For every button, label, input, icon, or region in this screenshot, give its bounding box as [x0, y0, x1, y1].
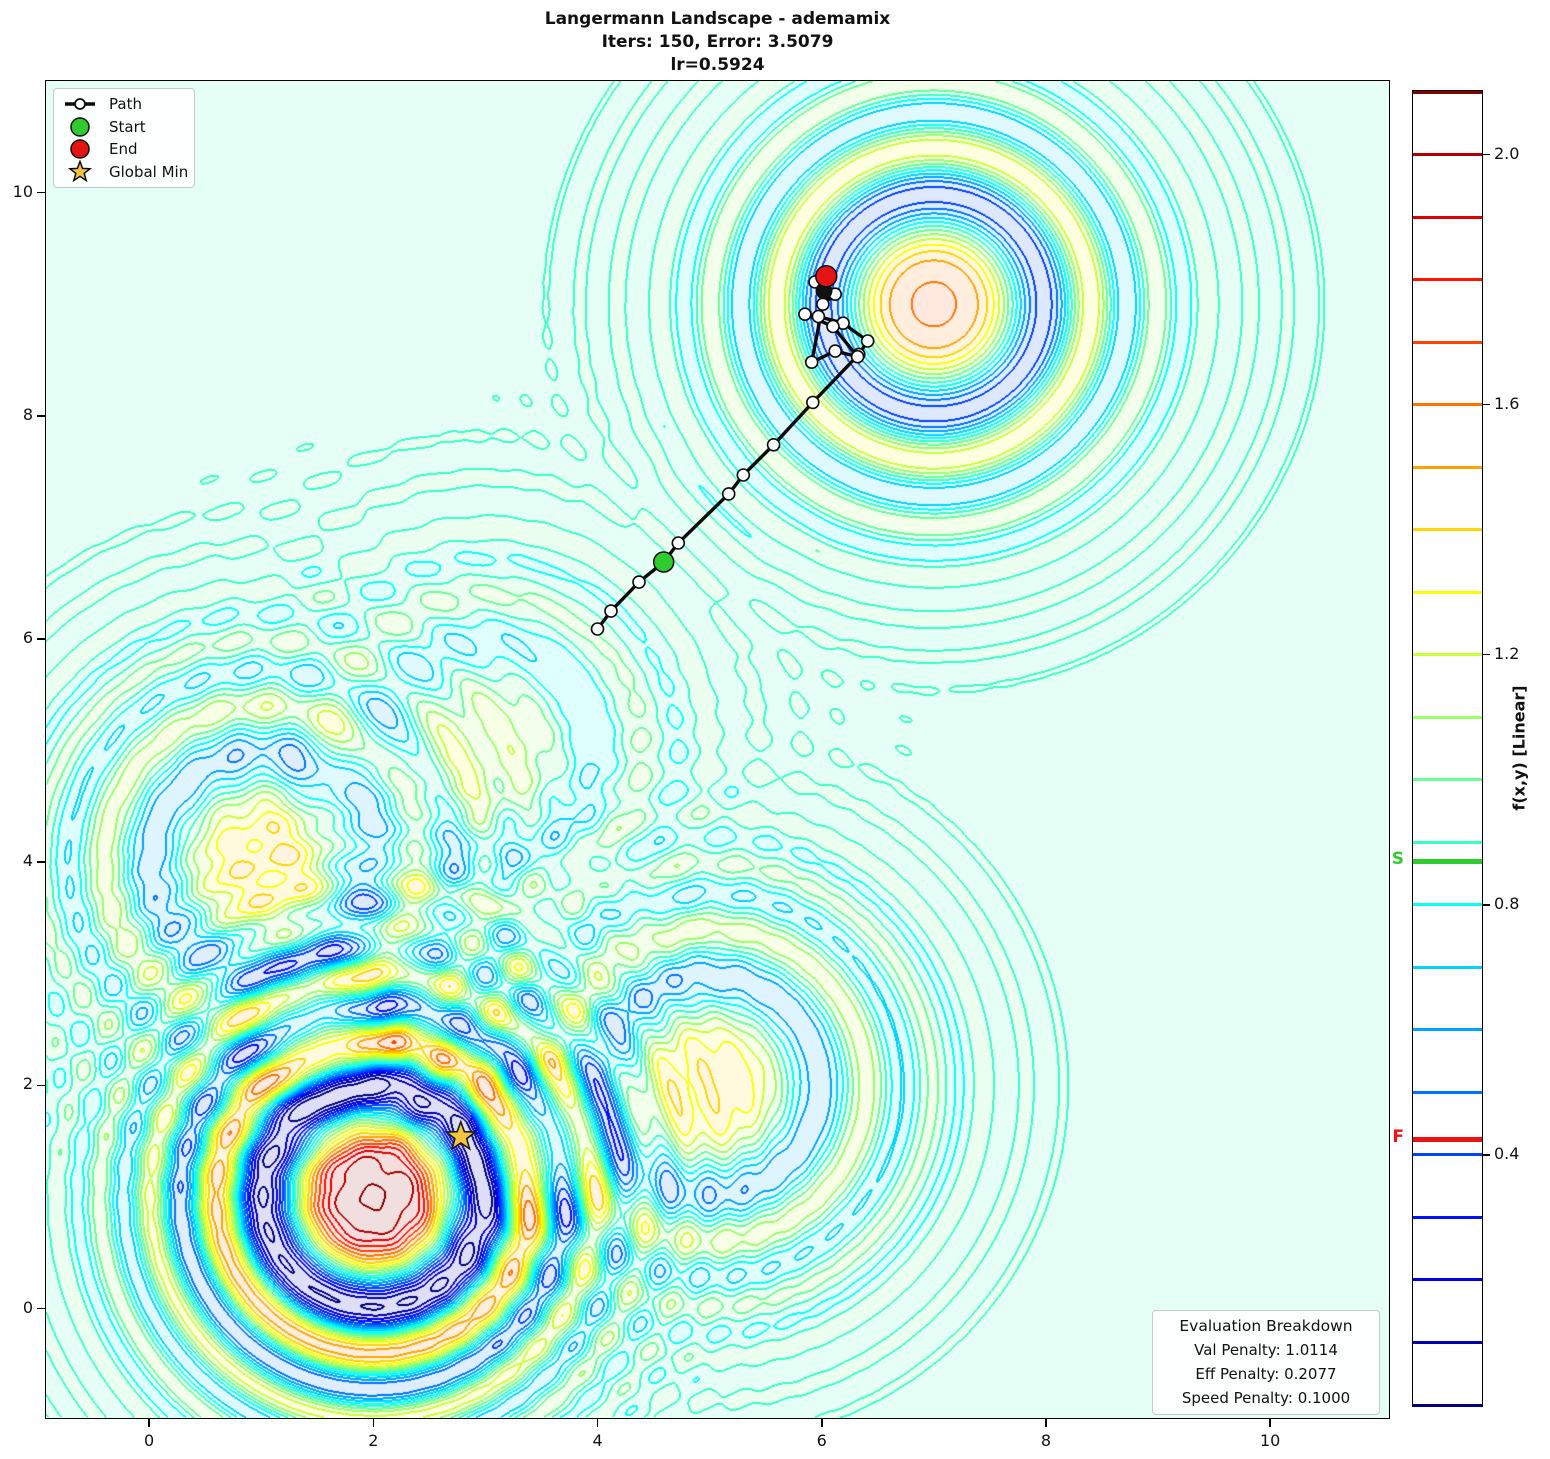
colorbar-level-line: [1413, 653, 1482, 656]
colorbar: [1412, 90, 1483, 1407]
path-marker: [737, 469, 749, 481]
y-tick-label: 4: [22, 851, 33, 871]
colorbar-tick-mark: [1483, 904, 1490, 906]
colorbar-level-line: [1413, 716, 1482, 719]
colorbar-level-line: [1413, 91, 1482, 94]
colorbar-level-line: [1413, 1028, 1482, 1031]
colorbar-level-line: [1413, 466, 1482, 469]
colorbar-level-line: [1413, 1341, 1482, 1344]
legend-item-global-min: [60, 161, 194, 184]
start-marker: [654, 552, 674, 572]
path-marker: [817, 298, 829, 310]
x-tick-label: 6: [816, 1431, 827, 1450]
x-tick-label: 4: [592, 1431, 603, 1450]
colorbar-level-line: [1413, 1404, 1482, 1407]
eval-val-penalty: Val Penalty: 1.0114: [1194, 1341, 1338, 1359]
plot-overlay: [46, 81, 1389, 1418]
y-tick-label: 10: [12, 181, 33, 201]
x-tick-mark: [1045, 1419, 1047, 1427]
end-legend-icon: [60, 138, 100, 160]
legend-label-start: Start: [109, 117, 146, 136]
path-marker: [605, 605, 617, 617]
x-tick-label: 10: [1259, 1431, 1281, 1450]
evaluation-breakdown-box: [1152, 1310, 1380, 1415]
path-marker: [807, 396, 819, 408]
path-marker: [827, 321, 839, 333]
path-marker: [852, 351, 864, 363]
colorbar-tick-label: 1.2: [1494, 643, 1520, 663]
path-marker: [812, 311, 824, 323]
y-tick-mark: [37, 192, 45, 194]
colorbar-tick-mark: [1483, 404, 1490, 406]
y-tick-mark: [37, 861, 45, 863]
legend-item-path: [60, 93, 194, 116]
legend-label-global-min: Global Min: [109, 162, 189, 181]
y-tick-label: 0: [22, 1297, 33, 1317]
y-tick-mark: [37, 638, 45, 640]
y-tick-mark: [37, 1085, 45, 1087]
colorbar-level-line: [1413, 1091, 1482, 1094]
colorbar-tick-label: 1.6: [1494, 393, 1520, 413]
x-tick-mark: [148, 1419, 150, 1427]
start-legend-icon: [60, 116, 100, 138]
path-legend-icon: [60, 93, 100, 115]
eval-eff-penalty: Eff Penalty: 0.2077: [1195, 1365, 1337, 1383]
eval-box-title: Evaluation Breakdown: [1179, 1317, 1353, 1335]
colorbar-level-line: [1413, 216, 1482, 219]
global-min-legend-icon: [60, 160, 100, 184]
x-tick-label: 8: [1040, 1431, 1052, 1450]
colorbar-start-line: [1413, 859, 1482, 864]
colorbar-level-line: [1413, 278, 1482, 281]
eval-speed-penalty: Speed Penalty: 0.1000: [1181, 1389, 1351, 1407]
colorbar-final-label: F: [1392, 1127, 1404, 1148]
x-tick-label: 0: [144, 1431, 155, 1450]
colorbar-level-line: [1413, 1153, 1482, 1156]
colorbar-level-line: [1413, 841, 1482, 844]
colorbar-final-line: [1413, 1137, 1482, 1142]
colorbar-tick-mark: [1483, 154, 1490, 156]
y-tick-mark: [37, 415, 45, 417]
legend: [53, 88, 195, 188]
legend-label-path: Path: [109, 95, 142, 114]
colorbar-level-line: [1413, 403, 1482, 406]
colorbar-tick-mark: [1483, 654, 1490, 656]
colorbar-level-line: [1413, 341, 1482, 344]
y-tick-mark: [37, 1308, 45, 1310]
y-tick-label: 2: [22, 1074, 33, 1094]
colorbar-tick-label: 0.8: [1494, 893, 1520, 913]
colorbar-level-line: [1413, 903, 1482, 906]
chart-subtitle: Iters: 150, Error: 3.5079: [601, 32, 834, 52]
colorbar-level-line: [1413, 153, 1482, 156]
x-tick-mark: [597, 1419, 599, 1427]
x-tick-label: 2: [368, 1431, 379, 1450]
colorbar-level-line: [1413, 591, 1482, 594]
colorbar-level-line: [1413, 778, 1482, 781]
colorbar-level-line: [1413, 1216, 1482, 1219]
colorbar-level-line: [1413, 966, 1482, 969]
path-marker: [723, 488, 735, 500]
path-marker: [672, 537, 684, 549]
colorbar-axis-label: f(x,y) [Linear]: [1509, 685, 1529, 811]
legend-item-end: [60, 138, 194, 161]
path-marker: [768, 439, 780, 451]
chart-title: Langermann Landscape - ademamix: [544, 9, 891, 29]
colorbar-level-line: [1413, 1278, 1482, 1281]
path-marker: [799, 308, 811, 320]
global-min-star: [447, 1122, 476, 1149]
path-marker: [829, 345, 841, 357]
path-marker: [633, 576, 645, 588]
colorbar-tick-label: 2.0: [1494, 143, 1520, 163]
x-tick-mark: [821, 1419, 823, 1427]
path-marker: [806, 356, 818, 368]
y-tick-label: 8: [22, 404, 33, 424]
colorbar-tick-mark: [1483, 1154, 1490, 1156]
colorbar-level-line: [1413, 528, 1482, 531]
path-marker: [862, 335, 874, 347]
colorbar-start-label: S: [1391, 849, 1404, 870]
y-tick-label: 6: [22, 628, 33, 647]
legend-item-start: [60, 116, 194, 139]
x-tick-mark: [1269, 1419, 1271, 1427]
chart-lr-line: lr=0.5924: [670, 55, 765, 75]
colorbar-tick-label: 0.4: [1494, 1143, 1520, 1163]
x-tick-mark: [373, 1419, 375, 1427]
path-marker: [592, 623, 604, 635]
legend-label-end: End: [109, 140, 138, 159]
end-marker: [816, 266, 837, 287]
